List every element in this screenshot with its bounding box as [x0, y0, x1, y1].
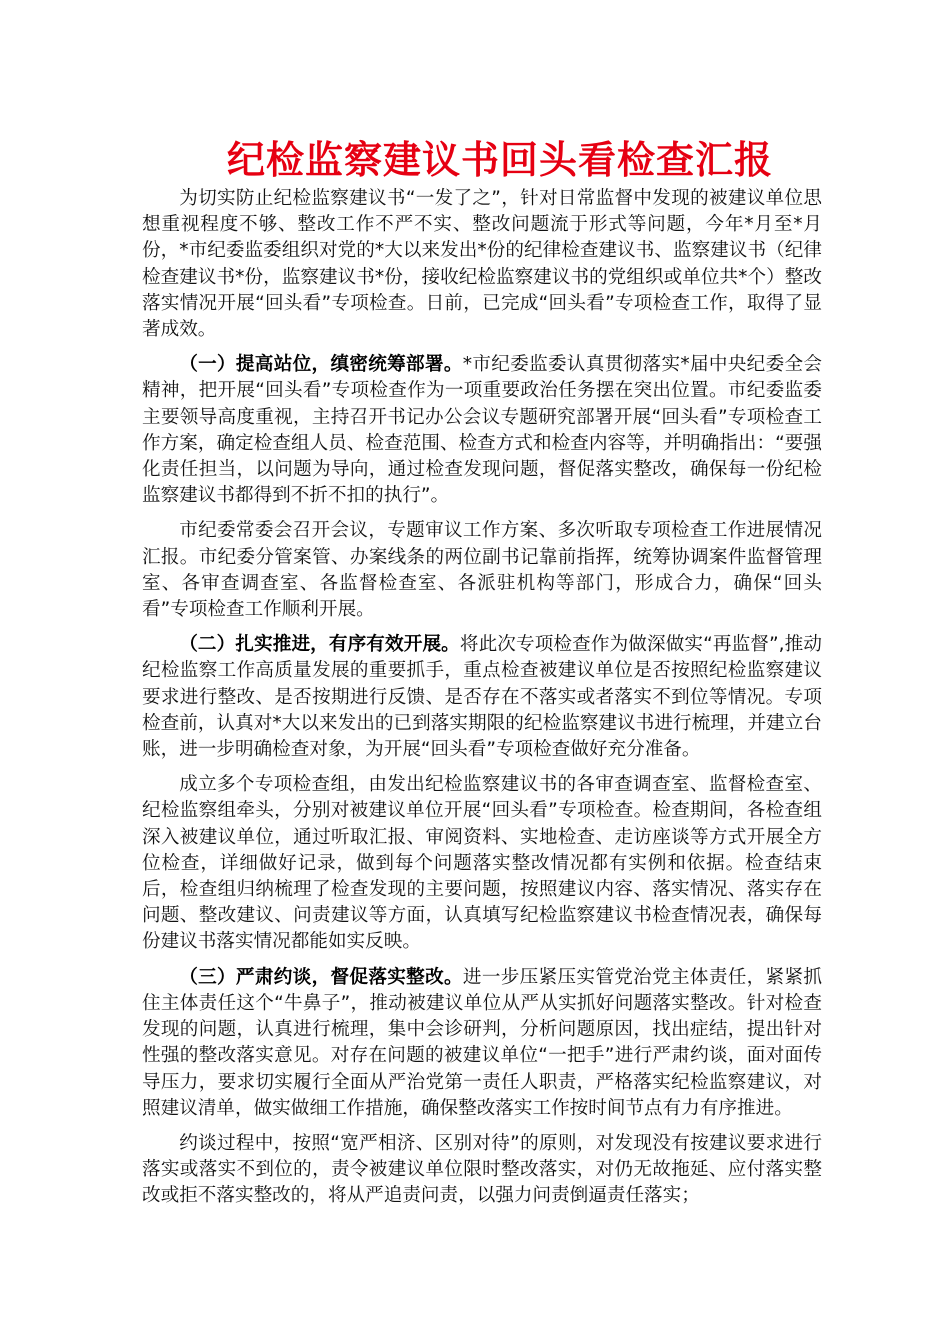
document-body	[142, 186, 822, 1219]
paragraph-section-2-cont: 成立多个专项检查组，由发出纪检监察建议书的各审查调查室、监督检查室、纪检监察组牵头，分别对被建议单位开展“回头看”专项检查。检查期间，各检查组深入被建议单位，通过听取汇报、审阅资料、实地检查、走访座谈等方式开展全方位检查，详细做好记录，做到每个问题落实整改情况都有实例和依据。检查结束后，检查组归纳梳理了检查发现的主要问题，按照建议内容、落实情况、落实存在问题、整改建议、问责建议等方面，认真填写纪检监察建议书检查情况表，确保每份建议书落实情况都能如实反映。	[142, 774, 822, 953]
section-1-heading: （一）提高站位，缜密统筹部署。	[179, 354, 463, 376]
section-2-heading: （二）扎实推进，有序有效开展。	[179, 634, 460, 656]
paragraph-section-1	[142, 352, 822, 509]
paragraph-section-3-cont: 约谈过程中，按照“宽严相济、区别对待”的原则，对发现没有按建议要求进行落实或落实不到位的，责令被建议单位限时整改落实，对仍无故拖延、应付落实整改或拒不落实整改的，将从严追责问责，以强力问责倒逼责任落实；	[142, 1132, 822, 1207]
paragraph-section-2	[142, 632, 822, 763]
section-3-heading: （三）严肃约谈，督促落实整改。	[179, 966, 463, 988]
document-title: 纪检监察建议书回头看检查汇报	[226, 137, 773, 182]
paragraph-section-3	[142, 965, 822, 1122]
section-1-text: *市纪委监委认真贯彻落实*届中央纪委全会精神，把开展“回头看”专项检查作为一项重要政治任务摆在突出位置。市纪委监委主要领导高度重视，主持召开书记办公会议专题研究部署开展“回头看”专项检查工作方案，确定检查组人员、检查范围、检查方式和检查内容等，并明确指出：“要强化责任担当，以问题为导向，通过检查发现问题，督促落实整改，确保每一份纪检监察建议书都得到不折不扣的执行”。	[142, 354, 822, 507]
paragraph-intro: 为切实防止纪检监察建议书“一发了之”，针对日常监督中发现的被建议单位思想重视程度不够、整改工作不严不实、整改问题流于形式等问题，今年*月至*月份，*市纪委监委组织对党的*大以来发出*份的纪律检查建议书、监察建议书（纪律检查建议书*份，监察建议书*份，接收纪检监察建议书的党组织或单位共*个）整改落实情况开展“回头看”专项检查。日前，已完成“回头看”专项检查工作，取得了显著成效。	[142, 188, 822, 341]
section-3-text: 进一步压紧压实管党治党主体责任，紧紧抓住主体责任这个“牛鼻子”，推动被建议单位从严从实抓好问题落实整改。针对检查发现的问题，认真进行梳理，集中会诊研判，分析问题原因，找出症结，提出针对性强的整改落实意见。对存在问题的被建议单位“一把手”进行严肃约谈，面对面传导压力，要求切实履行全面从严治党第一责任人职责，严格落实纪检监察建议，对照建议清单，做实做细工作措施，确保整改落实工作按时间节点有力有序推进。	[142, 966, 822, 1119]
section-2-text: 将此次专项检查作为做深做实“再监督”,推动纪检监察工作高质量发展的重要抓手，重点检查被建议单位是否按照纪检监察建议要求进行整改、是否按期进行反馈、是否存在不落实或者落实不到位等情况。专项检查前，认真对*大以来发出的已到落实期限的纪检监察建议书进行梳理，并建立台账，进一步明确检查对象，为开展“回头看”专项检查做好充分准备。	[142, 634, 822, 761]
paragraph-section-1-cont: 市纪委常委会召开会议，专题审议工作方案、多次听取专项检查工作进展情况汇报。市纪委分管案管、办案线条的两位副书记靠前指挥，统筹协调案件监督管理室、各审查调查室、各监督检查室、各派驻机构等部门，形成合力，确保“回头看”专项检查工作顺利开展。	[142, 520, 822, 621]
